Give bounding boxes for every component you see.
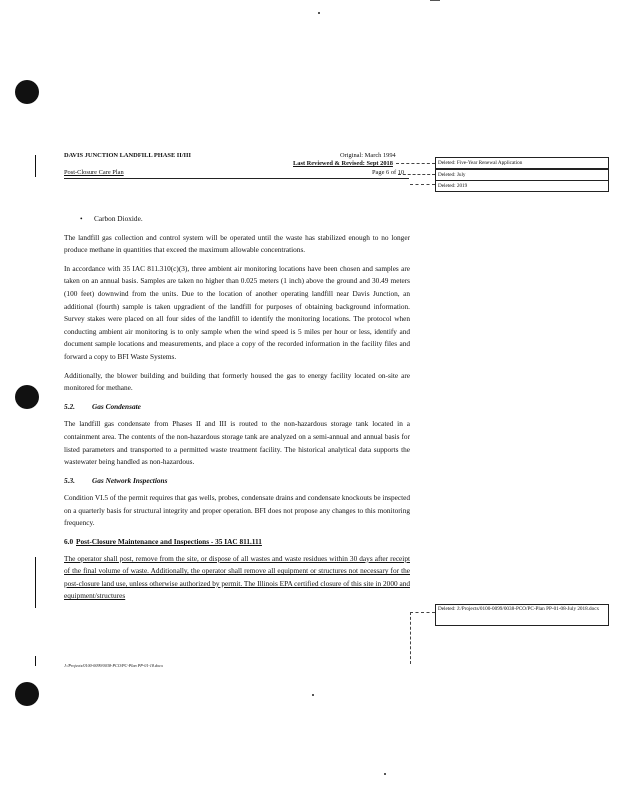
- section-title: Gas Condensate: [92, 401, 141, 411]
- punch-hole-middle: [15, 385, 39, 409]
- plan-subtitle: Post-Closure Care Plan: [64, 169, 124, 176]
- change-bar: [35, 557, 36, 608]
- change-bar: [35, 155, 36, 177]
- section-title: Post-Closure Maintenance and Inspections - 35 IAC 811.111: [76, 537, 262, 547]
- punch-hole-bottom: [15, 682, 39, 706]
- comment-leader: [410, 612, 411, 664]
- scan-speck: [384, 773, 386, 775]
- bullet-item: [80, 213, 410, 226]
- scan-speck: [312, 694, 314, 696]
- deleted-comment-1[interactable]: Deleted: Five-Year Renewal Application: [435, 157, 609, 169]
- paragraph-post-closure: The operator shall post, remove from the site, or dispose of all wastes and waste residues within 30 days after receipt of the final volume of waste. Additionally, the operator shall remove all equipment or structures not necessary for the post-closure land use, unless otherwise authorized by permit. The Illinois EPA certified closure of this site in 2000 and equipment/structures: [64, 553, 410, 601]
- comment-leader: [396, 163, 435, 164]
- paragraph-gas-system: The landfill gas collection and control system will be operated until the waste has stabilized enough to no longer produce methane in quantities that exceed the maximum allowable concentrations.: [64, 232, 410, 255]
- bullet-dot-icon: •: [80, 214, 83, 223]
- section-heading-gas-network: [64, 475, 410, 488]
- header-rule: [64, 178, 409, 179]
- change-bar: [35, 656, 36, 666]
- deleted-comment-4[interactable]: Deleted: J:/Projects/0100-0099/0038-PCO/PC-Plan PP-01-08-July 2018.docx: [435, 604, 609, 626]
- paragraph-ambient-air: In accordance with 35 IAC 811.310(c)(3), three ambient air monitoring locations have been chosen and samples are taken on an annual basis. Samples are taken no higher than 0.025 meters (1 inch) above the ground and 30.49 meters (100 feet) downwind from the units. Due to the location of another operating landfill near Davis Junction, an additional (fourth) sample is taken upgradient of the landfill for purposes of obtaining background information. Survey stakes were placed on all four sides of the landfill to identify the monitoring locations. The protocol when conducting ambient air monitoring is to only sample when the wind speed is 5 miles per hour or less, identify and document sample locations and measurements, and place a copy of the recorded information in the facility files and forward a copy to BFI Waste Systems.: [64, 263, 410, 361]
- deleted-comment-3[interactable]: Deleted: 2019: [435, 180, 609, 192]
- footer-file-path: J:/Projects/0100-0099/0038-PCO/PC-Plan PP-01-18.docx: [64, 663, 163, 668]
- page-number: Page 6 of 10: [372, 169, 405, 176]
- section-heading-gas-condensate: [64, 401, 410, 414]
- body-text: [64, 213, 410, 609]
- comment-leader: [410, 184, 435, 185]
- paragraph-gas-condensate: The landfill gas condensate from Phases II and III is routed to the non-hazardous storage tank located in a containment area. The contents of the non-hazardous storage tank are analyzed on a semi-annual and annual basis for listed parameters and transported to a permitted waste treatment facility. The historical analytical data supports the wastewater being handled as non-hazardous.: [64, 419, 410, 467]
- revised-date-text: Last Reviewed & Revised: Sept 2018: [293, 160, 393, 167]
- scan-speck: [318, 12, 320, 14]
- original-date: Original: March 1994: [340, 152, 396, 159]
- section-number: 5.3.: [64, 475, 75, 485]
- section-title: Gas Network Inspections: [92, 475, 168, 485]
- paragraph-blower-building: Additionally, the blower building and building that formerly housed the gas to energy facility located on-site are monitored for methane.: [64, 370, 410, 393]
- comment-leader: [410, 612, 435, 613]
- comment-leader: [398, 174, 435, 175]
- paragraph-gas-network: Condition VI.5 of the permit requires that gas wells, probes, condensate drains and condensate knockouts be inspected on a quarterly basis for structural integrity and proper operation. BFI does not propose any changes to this monitoring frequency.: [64, 493, 410, 528]
- punch-hole-top: [15, 80, 39, 104]
- section-number: 5.2.: [64, 401, 75, 411]
- section-heading-post-closure: [64, 536, 410, 549]
- deleted-comment-2[interactable]: Deleted: July: [435, 169, 609, 181]
- bullet-text: Carbon Dioxide.: [94, 214, 143, 223]
- section-number: 6.0: [64, 537, 74, 547]
- scan-speck: [430, 0, 440, 1]
- document-title: DAVIS JUNCTION LANDFILL PHASE II/III: [64, 152, 192, 159]
- revised-date: [293, 159, 393, 168]
